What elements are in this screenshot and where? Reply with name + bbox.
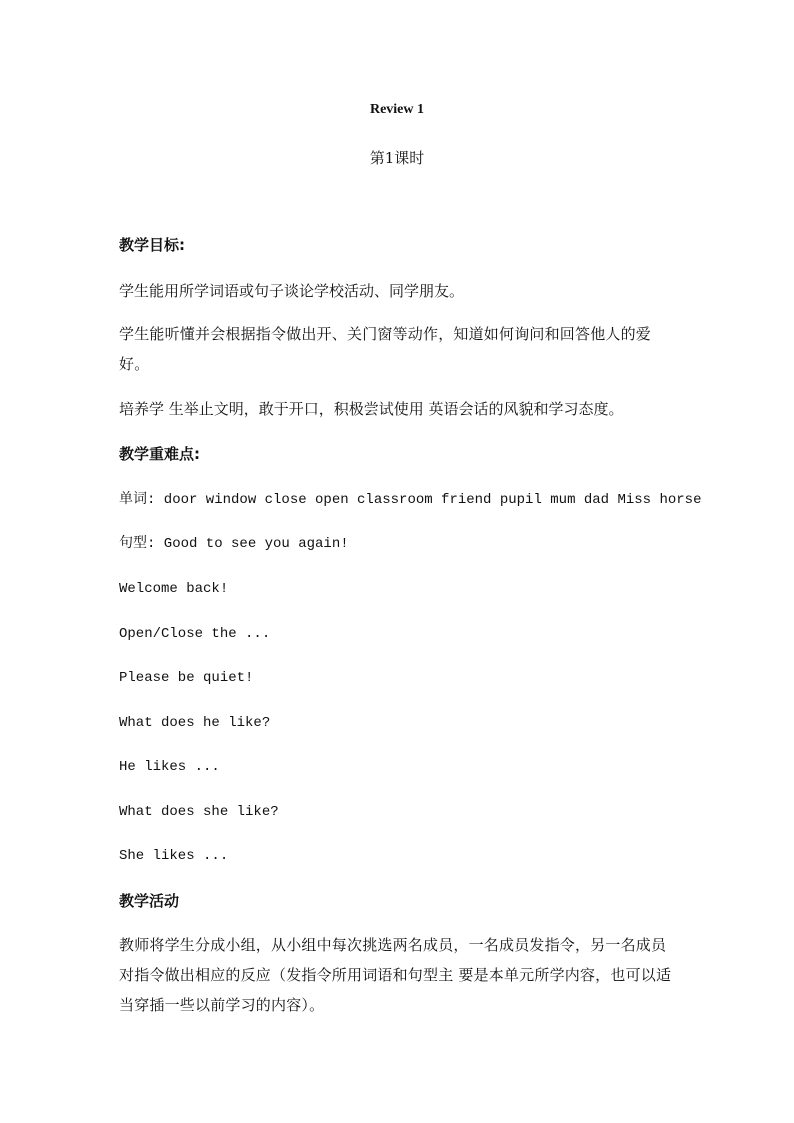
objective-line-3: 培养学 生举止文明，敢于开口，积极尝试使用 英语会话的风貌和学习态度。 — [119, 400, 624, 418]
vocabulary-line: 单词: door window close open classroom friend pupil mum dad Miss horse — [119, 492, 702, 508]
sentence-line: Open/Close the ... — [119, 626, 271, 642]
activities-paragraph: 教师将学生分成小组，从小组中每次挑选两名成员，一名成员发指令，另一名成员对指令做出相应的反应（发指令所用词语和句型主 要是本单元所学内容，也可以适当穿插一些以前学习的内容）。 — [119, 936, 672, 1014]
lesson-subtitle: 第1课时 — [369, 149, 425, 167]
sentence-line: She likes ... — [119, 848, 229, 864]
sentence-line: What does she like? — [119, 804, 279, 820]
sentence-line: Welcome back! — [119, 581, 229, 597]
key-points-heading: 教学重难点: — [119, 445, 200, 463]
sentence-line: What does he like? — [119, 715, 271, 731]
objectives-heading: 教学目标: — [119, 236, 185, 254]
sentence-line: Please be quiet! — [119, 670, 254, 686]
sentence-line: He likes ... — [119, 759, 220, 775]
activities-heading: 教学活动 — [119, 892, 180, 910]
objective-line-2: 学生能听懂并会根据指令做出开、关门窗等动作，知道如何询问和回答他人的爱好。 — [119, 325, 652, 373]
sentence-pattern-label: 句型: Good to see you again! — [119, 536, 349, 552]
document-title: Review 1 — [369, 102, 425, 117]
objective-line-1: 学生能用所学词语或句子谈论学校活动、同学朋友。 — [119, 282, 465, 300]
